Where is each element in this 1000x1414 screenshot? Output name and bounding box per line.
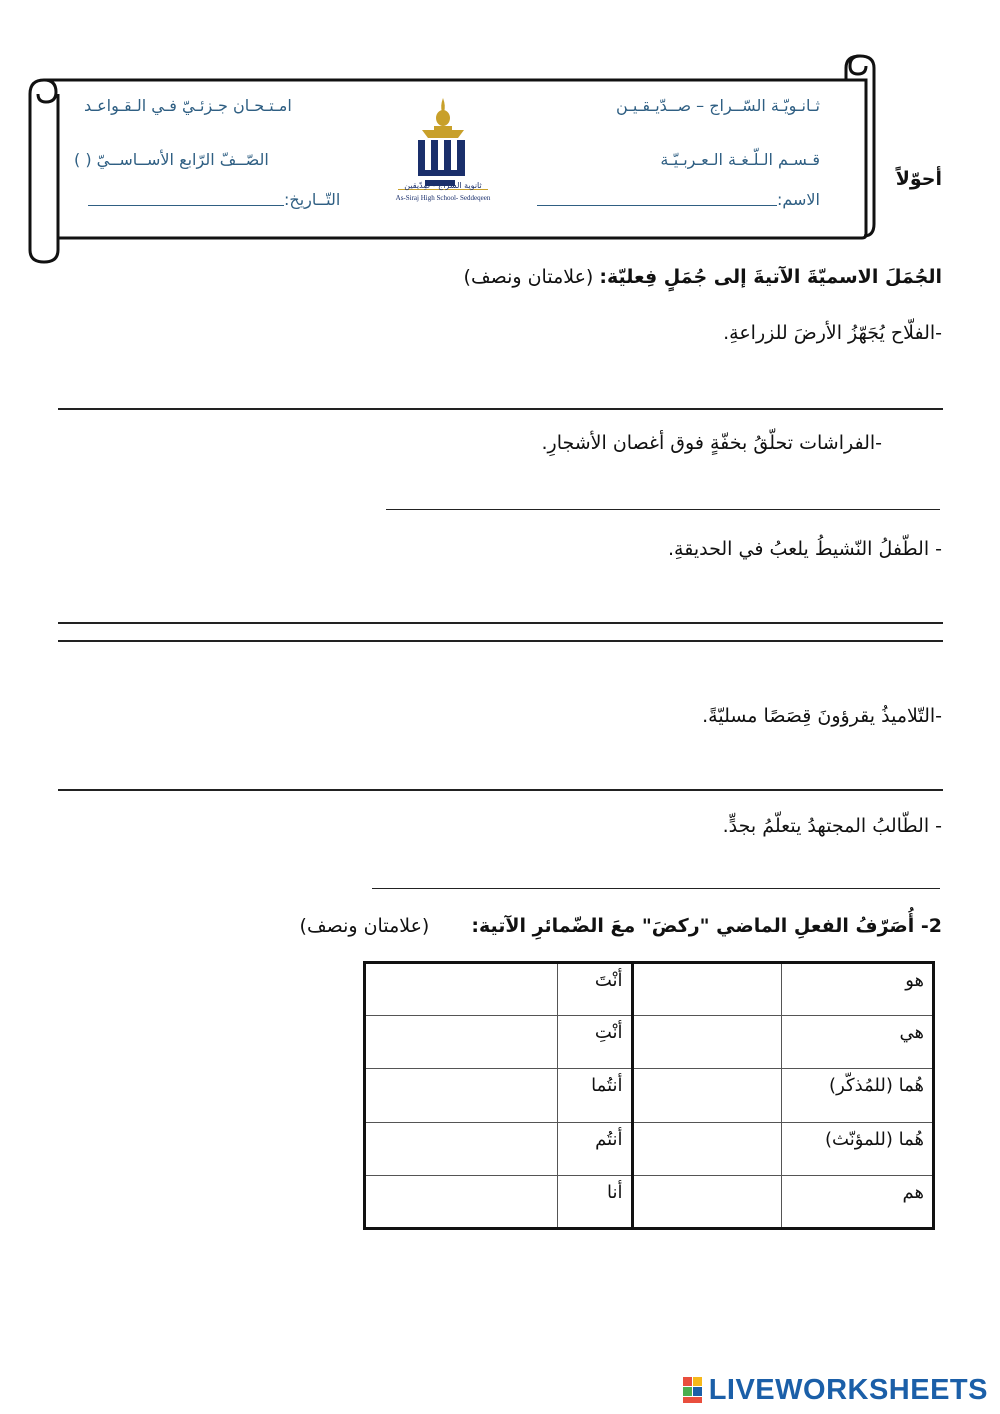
name-underline: [537, 196, 777, 206]
pronoun-cell: أنا: [557, 1175, 632, 1228]
name-field[interactable]: [537, 190, 820, 209]
table-row: [365, 963, 934, 1016]
question2-heading: [300, 915, 942, 937]
department-name: قـسـم الـلّـغـة الـعـربـيّـة: [660, 150, 820, 169]
answer-line-2[interactable]: [386, 509, 940, 510]
question1-marks: (علامتان ونصف): [463, 266, 594, 288]
liveworksheets-logo-icon: [683, 1375, 705, 1405]
question1-instruction: الجُمَلَ الاسميّةَ الآتيةَ إلى جُمَلٍ فِعليّة:: [599, 266, 942, 288]
grade-label: الصّــفّ الرّابع الأســاســيّ ( ): [74, 150, 269, 169]
table-row: [365, 1175, 934, 1228]
date-label: التّــاريخ:: [284, 190, 341, 209]
question1-label: أحوّلاً: [895, 168, 942, 190]
sentence-4: -التّلاميذُ يقرؤونَ قِصَصًا مسليّةً.: [702, 705, 942, 727]
sentence-5: - الطّالبُ المجتهدُ يتعلّمُ بجدٍّ.: [722, 815, 942, 837]
answer-cell[interactable]: [365, 1122, 558, 1175]
answer-line-3b[interactable]: [58, 640, 943, 642]
answer-cell[interactable]: [632, 1016, 781, 1069]
pronoun-cell: أنتُما: [557, 1069, 632, 1122]
school-name: ثـانـويّـة السّــراج – صــدّيـقـيـن: [616, 96, 820, 115]
answer-line-1[interactable]: [58, 408, 943, 410]
pronoun-cell: أنْتَ: [557, 963, 632, 1016]
answer-cell[interactable]: [365, 1175, 558, 1228]
answer-cell[interactable]: [365, 963, 558, 1016]
pronoun-cell: هم: [781, 1175, 933, 1228]
question1-heading: [464, 266, 942, 288]
sentence-3: - الطّفلُ النّشيطُ يلعبُ في الحديقةِ.: [668, 538, 942, 560]
name-label: الاسم:: [776, 190, 820, 209]
answer-cell[interactable]: [632, 1069, 781, 1122]
answer-cell[interactable]: [365, 1016, 558, 1069]
answer-line-4[interactable]: [58, 789, 943, 791]
pronoun-cell: أنتُم: [557, 1122, 632, 1175]
answer-cell[interactable]: [632, 1122, 781, 1175]
answer-line-3[interactable]: [58, 622, 943, 624]
logo-caption-arabic: ثانوية السّراج - صِدّيقين: [404, 181, 482, 190]
answer-cell[interactable]: [632, 963, 781, 1016]
date-underline: [88, 196, 284, 206]
pronoun-cell: هو: [781, 963, 933, 1016]
table-row: [365, 1016, 934, 1069]
table-row: [365, 1122, 934, 1175]
sentence-2: -الفراشات تحلّقُ بخفّةٍ فوق أغصان الأشجارِ.: [541, 432, 882, 454]
logo-caption-english: As-Siraj High School- Seddeqeen: [395, 194, 491, 202]
question2-instruction: 2- أُصَرّفُ الفعلِ الماضي "ركضَ" معَ الضّمائرِ الآتية:: [471, 915, 942, 937]
watermark-text: LIVEWORKSHEETS: [708, 1373, 988, 1406]
question2-marks: (علامتان ونصف): [299, 915, 430, 937]
pronoun-cell: أنْتِ: [557, 1016, 632, 1069]
liveworksheets-watermark: [683, 1372, 988, 1408]
sentence-1: -الفلّاح يُجَهّزُ الأرضَ للزراعةِ.: [723, 322, 942, 344]
conjugation-table: [363, 961, 935, 1230]
pronoun-cell: هُما (للمُذكّر): [781, 1069, 933, 1122]
date-field[interactable]: [88, 190, 340, 209]
answer-line-5[interactable]: [372, 888, 940, 889]
pronoun-cell: هي: [781, 1016, 933, 1069]
exam-title: امـتـحـان جـزئـيّ فـي الـقـواعـد: [84, 96, 292, 115]
answer-cell[interactable]: [632, 1175, 781, 1228]
pronoun-cell: هُما (للمؤنّث): [781, 1122, 933, 1175]
answer-cell[interactable]: [365, 1069, 558, 1122]
table-row: [365, 1069, 934, 1122]
